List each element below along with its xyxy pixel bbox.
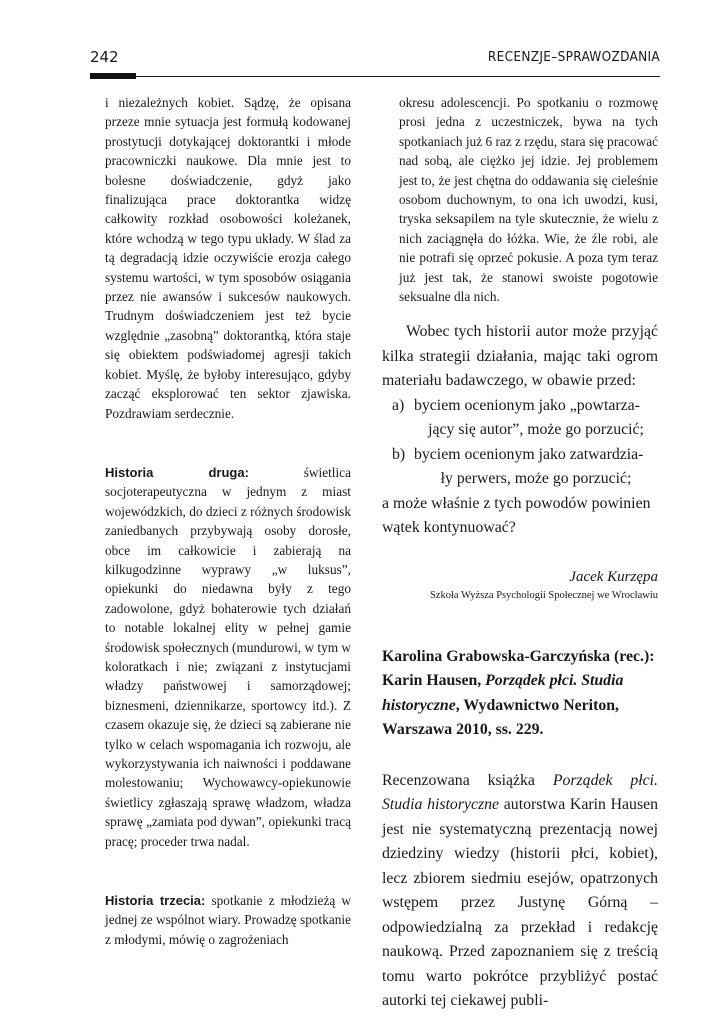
running-header xyxy=(90,46,660,77)
author-affiliation: Szkoła Wyższa Psychologii Społecznej we Wrocławiu xyxy=(429,589,658,601)
book-title: Porządek płci. Studia historyczne xyxy=(382,672,624,714)
story-three-label: Historia trzecia: xyxy=(105,893,206,909)
book-title-inline: Porządek płci. Studia historyczne xyxy=(382,771,658,814)
story-three-continuation: okresu adolescencji. Po spotkaniu o rozmowę prosi jedna z uczestniczek, bywa na tych spotkaniach już 6 raz z rzędu, stara się pracować nad sobą, ale ciężko jej idzie. Jej problemem jest to, że jest chętna do oddawania się cieleśnie osobom duchownym, to ona ich uwodzi, kusi, tryska seksapilem na tyle skutecznie, że wielu z nich zaciągnęła do łóżka. Wie, że źle robi, ale nie potrafi się oprzeć pokusie. A poza tym teraz już jest tak, że stanowi swoiste pogotowie seksualne dla nich. xyxy=(399,95,658,305)
author-signature: Jacek Kurzępa xyxy=(569,568,658,585)
paragraph-story-two xyxy=(105,463,351,851)
review-heading: Karolina Grabowska-Garczyńska (rec.): Karin Hausen, Porządek płci. Studia historyczne, Wydawnictwo Neriton, Warszawa 2010, ss. 229. xyxy=(382,647,655,739)
story-three-text: spotkanie z młodzieżą w jednej ze wspólnot wiary. Prowadzę spotkanie z młodymi, mówię o zagrożeniach xyxy=(105,893,351,947)
list-item xyxy=(382,394,658,443)
list-marker: b) xyxy=(392,445,406,463)
story-two-text: świetlica socjoterapeutyczna w jednym z miast wojewódzkich, do dzieci z różnych środowisk zaniedbanych przybywają osoby dorosłe, obce im całkowicie i zabierają na kilkugodzinne wyprawy „w luksus”, opiekunki do niedawna były z tego zadowolone, gdyż bohaterowie tych działań to notable lokalnej elity w pełnej gamie środowisk społecznych (mundurowi, w tym w koloratkach i nie; związani z instytucjami władzy państwowej i samorządowej; biznesmeni, dziennikarze, sportowcy itd.). Z czasem okazuje się, że dzieci są zabierane nie tylko w celach wspomagania ich rozwoju, ale wykorzystywania ich naiwności i poddawane molestowaniu; Wychowawcy-opiekunowie świetlicy zgłaszają sprawę władzom, władza sprawę „zamiata pod dywan”, opiekunki tracą pracę; proceder trwa nadal. xyxy=(105,464,351,849)
right-column xyxy=(382,93,658,1014)
list-item-line: byciem ocenionym jako „powtarza- xyxy=(414,396,640,414)
list-item xyxy=(382,443,658,492)
review-body: Recenzowana książka Porządek płci. Studia historyczne autorstwa Karin Hausen jest nie systematyczną prezentacją nowej dziedziny wiedzy (historii płci, kobiet), lecz zbiorem siedmiu esejów, opatrzonych wstępem przez Justynę Górną – odpowiedzialną za przekład i redakcję naukową. Przed zapoznaniem się z treścią tomu warto pokrótce przybliżyć postać autorki tej ciekawej publi- xyxy=(382,771,658,1010)
strategies-list xyxy=(382,394,658,492)
list-marker: a) xyxy=(392,396,405,414)
left-column xyxy=(105,93,351,949)
paragraph-story-three xyxy=(105,891,351,949)
paragraph-story-one-end: i niezależnych kobiet. Sądzę, że opisana przeze mnie sytuacja jest formułą kodowanej prostytucji dotykającej doktorantki i młode pracowniczki naukowe. Dla mnie jest to bolesne doświadczenie, gdyż jako finalizująca prace doktorantka widzę całkowity rozkład osobowości koleżanek, które wchodzą w tego typu układy. W ślad za tą degradacją idzie oczywiście erozja całego systemu wartości, w tym sposobów osiągania przez nie awansów i sukcesów naukowych. Trudnym doświadczeniem jest też bycie względnie „zasobną” doktorantką, która staje się obiektem podświadomej agresji takich kobiet. Myślę, że byłoby interesująco, gdyby zacząć eksplorować ten sektor zjawiska. Pozdrawiam serdecznie. xyxy=(105,95,351,421)
strategies-intro: Wobec tych historii autor może przyjąć kilka strategii działania, mając taki ogrom materiału badawczego, w obawie przed: xyxy=(382,323,658,390)
running-title: RECENZJE–SPRAWOZDANIA xyxy=(487,49,660,65)
list-item-line: ły perwers, może go porzucić; xyxy=(440,470,632,488)
header-accent-bar xyxy=(90,73,136,79)
story-two-label: Historia druga: xyxy=(105,464,249,480)
page-number: 242 xyxy=(90,48,119,66)
list-item-line: jący się autor”, może go porzucić; xyxy=(428,421,644,439)
closing-sentence: a może właśnie z tych powodów powinien wątek kontynuować? xyxy=(382,494,651,537)
list-item-line: byciem ocenionym jako zatwardzia- xyxy=(414,445,644,463)
